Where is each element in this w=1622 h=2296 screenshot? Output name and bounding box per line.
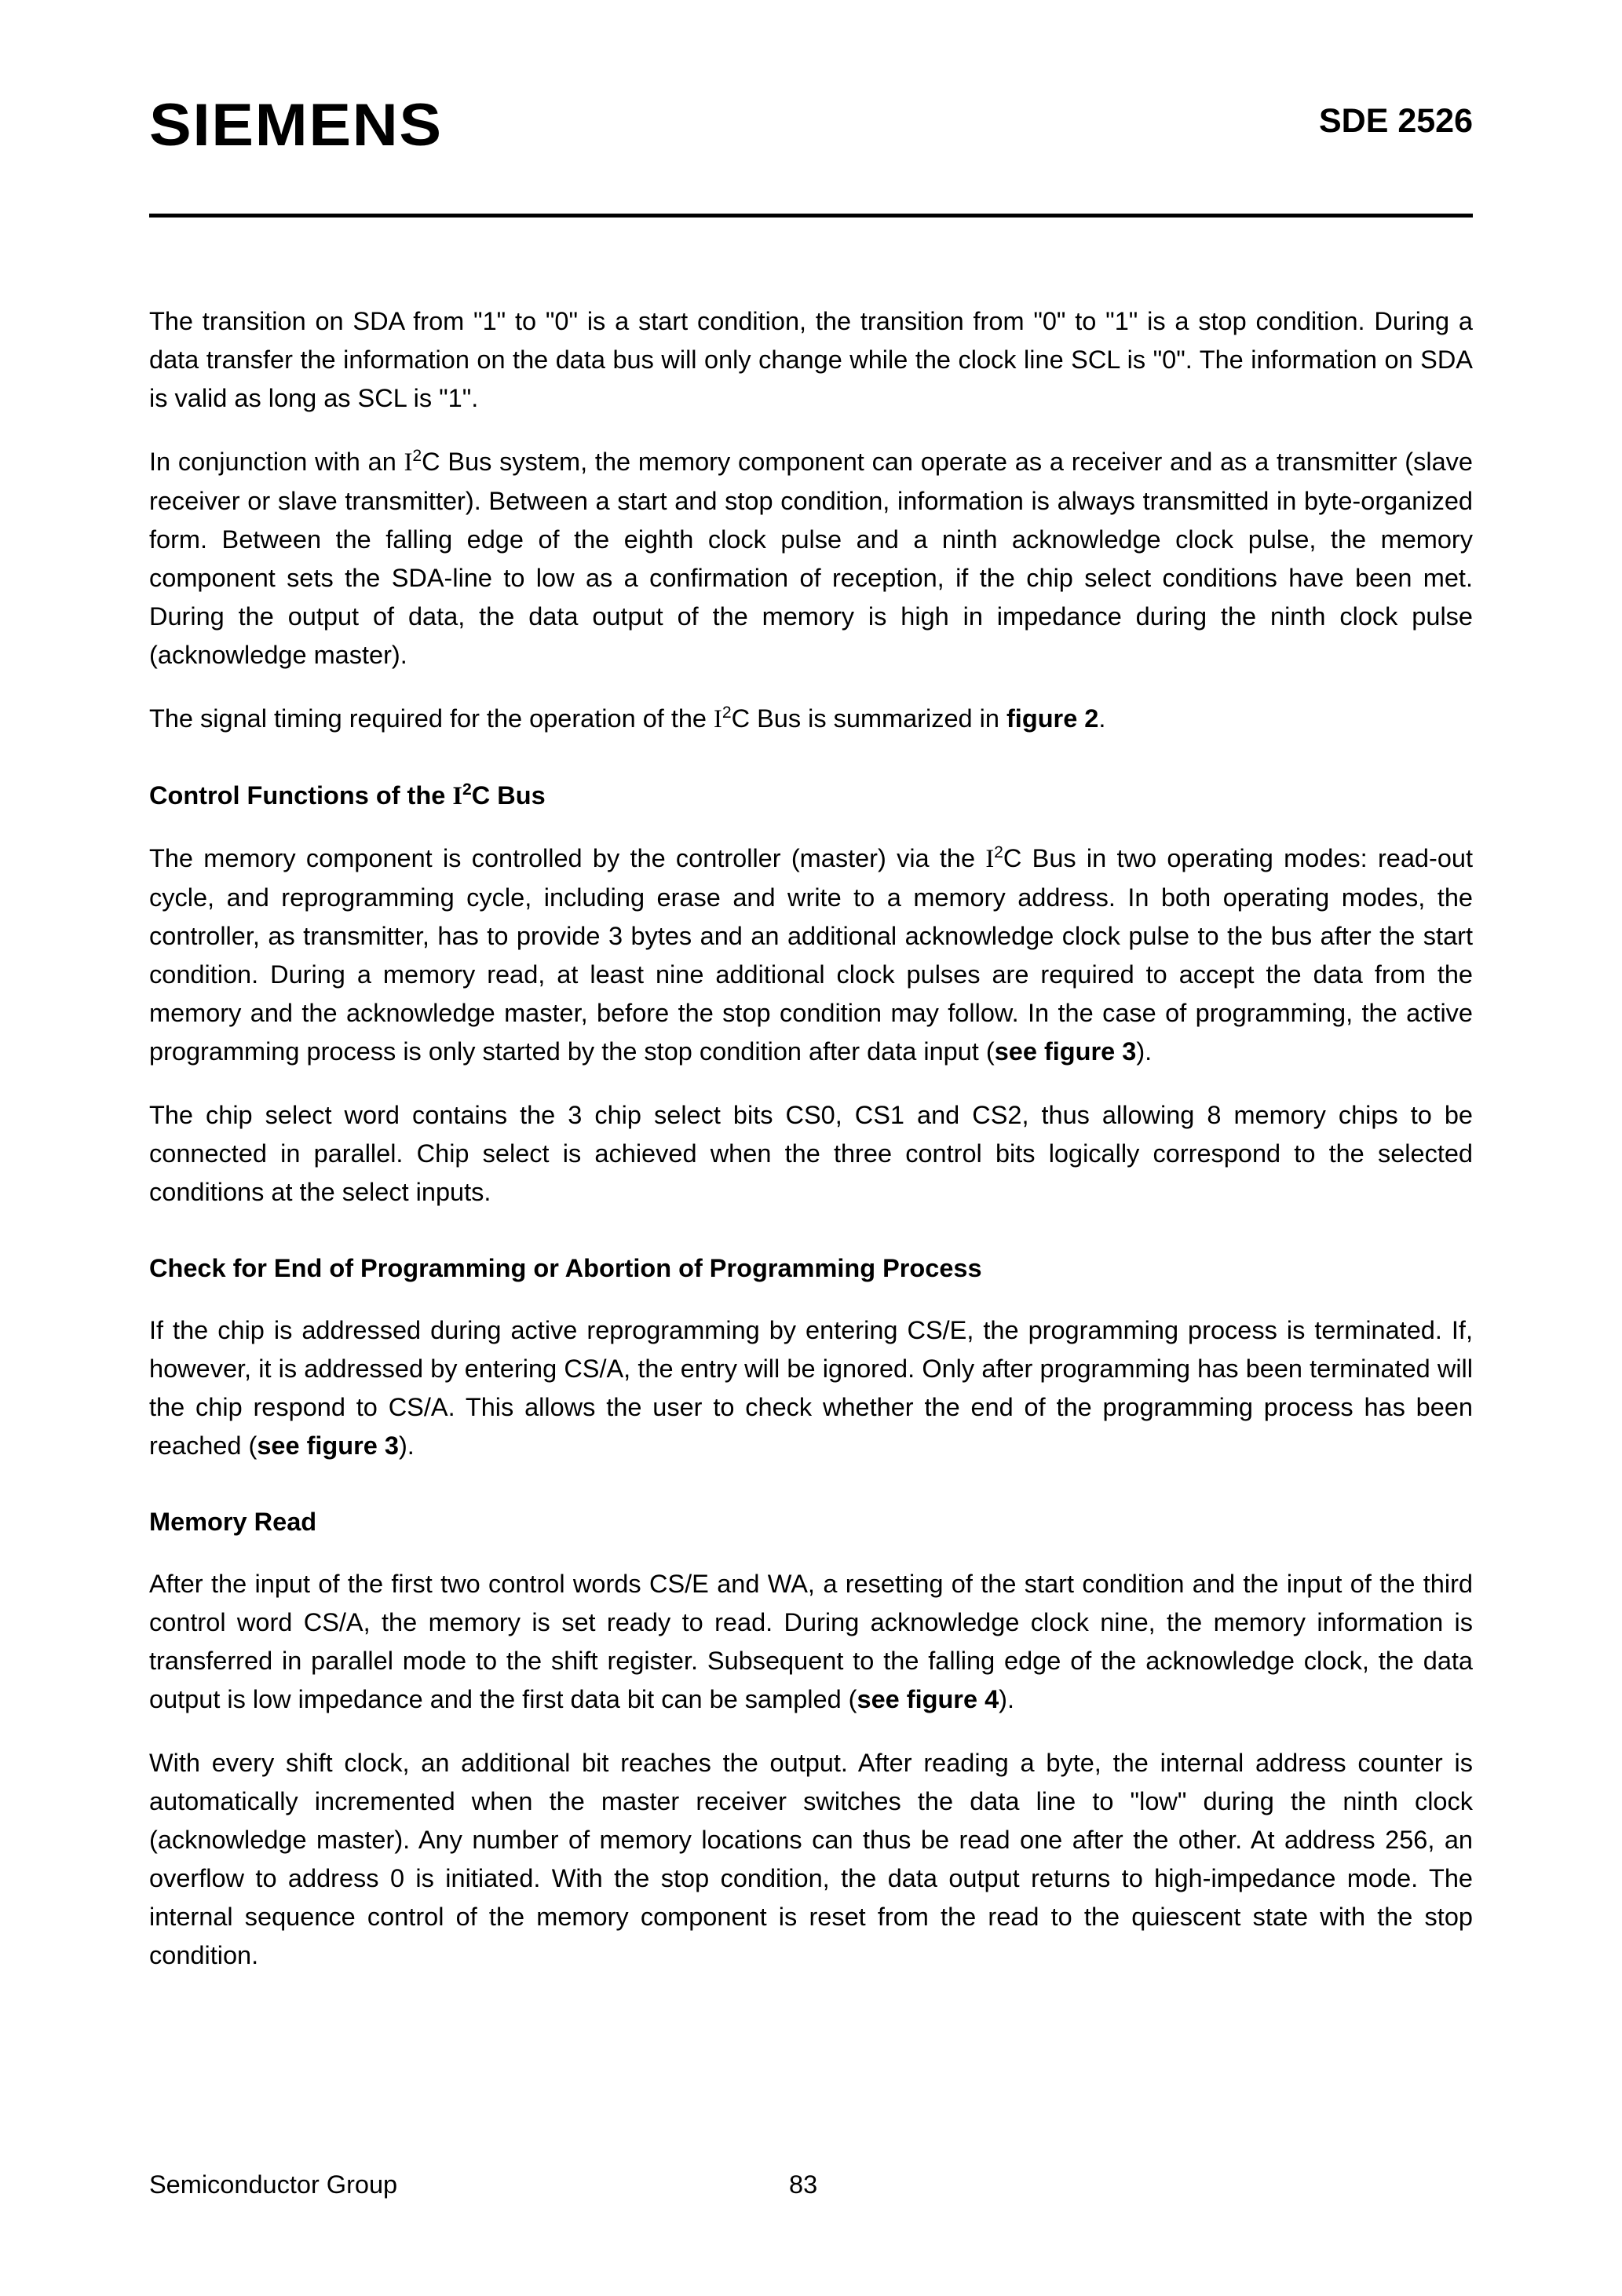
paragraph-control-words — [149, 1565, 1473, 1719]
i2c-superscript-two: 2 — [994, 843, 1003, 862]
paragraph-text-part-c: ). — [398, 1431, 415, 1460]
heading-memory-read: Memory Read — [149, 1508, 317, 1536]
heading-text-part-b: C Bus — [471, 781, 546, 810]
heading-text-part-a: Control Functions of the — [149, 781, 453, 810]
heading-check-end-programming: Check for End of Programming or Abortion of Programming Process — [149, 1254, 982, 1282]
paragraph-text-part-a: After the input of the first two control words CS/E and WA, a resetting of the start condition and the input of the third control word CS/A, the memory is set ready to read. During acknowledge clock nine, the memory information is transferred in parallel mode to the shift register. Subsequent to the falling edge of the acknowledge clock, the data output is low impedance and the first data bit can be sampled ( — [149, 1570, 1473, 1713]
paragraph-text-part-a: In conjunction with an — [149, 448, 404, 476]
paragraph-text: The chip select word contains the 3 chip select bits CS0, CS1 and CS2, thus allowing 8 memory chips to be connected in parallel. Chip select is achieved when the three control bits logically correspond to the selected conditions at the select inputs. — [149, 1101, 1473, 1206]
paragraph-text-part-c: ). — [999, 1685, 1014, 1713]
paragraph-text: With every shift clock, an additional bit reaches the output. After reading a byte, the internal address counter is automatically incremented when the master receiver switches the data line to "low" during the ninth clock (acknowledge master). Any number of memory locations can thus be read one after the other. At address 256, an overflow to address 0 is initiated. With the stop condition, the data output returns to high-impedance mode. The internal sequence control of the memory component is reset from the read to the quiescent state with the stop condition. — [149, 1749, 1473, 1969]
i2c-superscript-two: 2 — [721, 704, 732, 722]
paragraph-text-part-a: The memory component is controlled by the controller (master) via the — [149, 844, 986, 872]
figure-reference: see figure 4 — [857, 1685, 999, 1713]
paragraph-text-part-b: C Bus is summarized in — [731, 704, 1006, 733]
i2c-i-glyph: I — [404, 448, 413, 477]
page-header — [149, 86, 1473, 181]
paragraph-text: The transition on SDA from "1" to "0" is a start condition, the transition from "0" to "1" is a stop condition. During a data transfer the information on the data bus will only change while the clock line SCL is "0". The information on SDA is valid as long as SCL is "1". — [149, 307, 1473, 412]
paragraph-text-part-b: C Bus system, the memory component can operate as a receiver and as a transmitter (slave receiver or slave transmitter). Between a start and stop condition, information is always transmitted in byte-organized form. Between the falling edge of the eighth clock pulse and a ninth acknowledge clock pulse, the memory component sets the SDA-line to low as a confirmation of reception, if the chip select conditions have been met. During the output of data, the data output of the memory is high in impedance during the ninth clock pulse (acknowledge master). — [149, 448, 1473, 669]
paragraph-transition-sda — [149, 302, 1473, 418]
page-footer — [149, 2166, 1473, 2205]
i2c-i-glyph: I — [985, 845, 995, 873]
i2c-i-glyph: I — [714, 705, 722, 733]
paragraph-signal-timing — [149, 700, 1473, 739]
header-divider — [149, 214, 1473, 218]
figure-reference: see figure 3 — [994, 1037, 1137, 1066]
paragraph-shift-clock — [149, 1744, 1473, 1975]
heading-control-functions — [149, 777, 1473, 816]
footer-page-number: 83 — [789, 2170, 818, 2199]
paragraph-text-part-a: If the chip is addressed during active reprogramming by entering CS/E, the programming process is terminated. If, however, it is addressed by entering CS/A, the entry will be ignored. Only after programming has been terminated will the chip respond to CS/A. This allows the user to check whether the end of the programming process has been reached ( — [149, 1316, 1473, 1460]
figure-reference: see figure 3 — [257, 1431, 399, 1460]
paragraph-chip-select-word — [149, 1096, 1473, 1212]
paragraph-text-part-b: C Bus in two operating modes: read-out cycle, and reprogramming cycle, including erase and write to a memory address. In both operating modes, the controller, as transmitter, has to provide 3 bytes and an additional acknowledge clock pulse to the bus after the start condition. During a memory read, at least nine additional clock pulses are required to accept the data from the memory and the acknowledge master, before the stop condition may follow. In the case of programming, the active programming process is only started by the stop condition after data input ( — [149, 844, 1473, 1066]
paragraph-text-part-a: The signal timing required for the operation of the — [149, 704, 714, 733]
i2c-superscript-two: 2 — [462, 781, 472, 799]
i2c-superscript-two: 2 — [412, 447, 422, 466]
paragraph-text-part-c: ). — [1136, 1037, 1153, 1066]
paragraph-chip-addressed — [149, 1311, 1473, 1465]
paragraph-text-part-c: . — [1098, 704, 1106, 733]
paragraph-controller-modes — [149, 839, 1473, 1071]
siemens-logo: SIEMENS — [149, 92, 443, 159]
i2c-i-glyph: I — [452, 782, 462, 810]
footer-company: Semiconductor Group — [149, 2170, 398, 2199]
part-number: SDE 2526 — [1318, 102, 1473, 140]
document-body — [149, 302, 1473, 1975]
paragraph-i2c-bus-system — [149, 443, 1473, 675]
figure-reference: figure 2 — [1006, 704, 1099, 733]
